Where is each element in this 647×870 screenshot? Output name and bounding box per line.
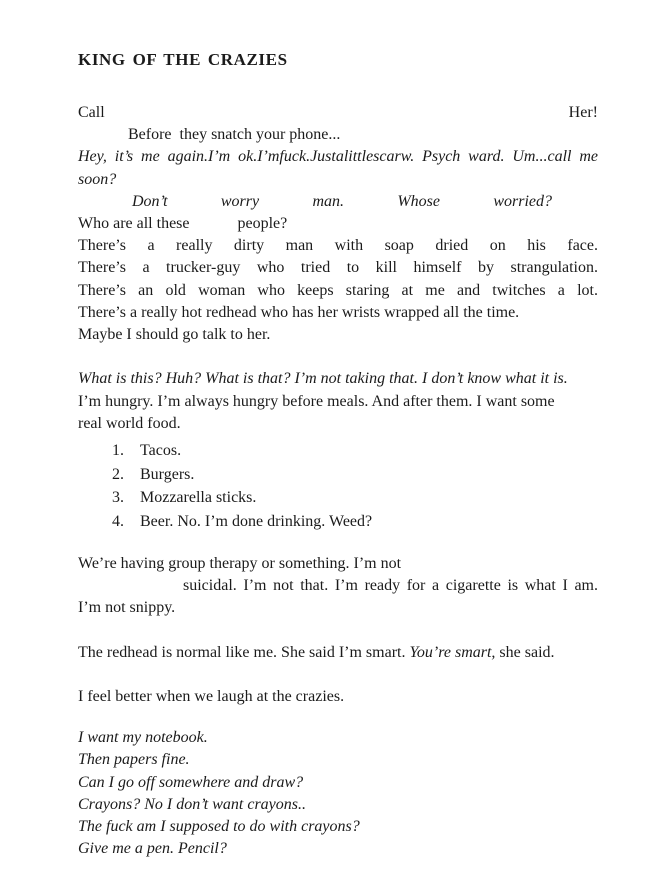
- stanza-line-notebook: I want my notebook.: [78, 729, 208, 747]
- line-old-woman: There’s an old woman who keeps staring at me and twitches a lot.: [78, 281, 598, 299]
- line-maybe-talk: Maybe I should go talk to her.: [78, 326, 271, 344]
- line-voicemail-1: Hey, it’s me again.I’m ok.I’mfuck.Justalittlescarw. Psych ward. Um...call me: [78, 148, 598, 166]
- redhead-smart-quote: You’re smart,: [409, 643, 496, 661]
- line-dirty-man: There’s a really dirty man with soap dried on his face.: [78, 237, 598, 255]
- stanza-line-crayons-2: The fuck am I supposed to do with crayons?: [78, 818, 360, 836]
- line-hot-redhead: There’s a really hot redhead who has her wrists wrapped all the time.: [78, 303, 520, 321]
- list-item-tacos: 1. Tacos.: [128, 439, 598, 463]
- line-redhead-smart: [78, 642, 598, 664]
- spacer: [78, 346, 598, 368]
- line-hungry-1: I’m hungry. I’m always hungry before meals. And after them. I want some: [78, 392, 555, 410]
- line-call-her: Call Her!: [78, 104, 598, 121]
- list-item-burgers: 2. Burgers.: [128, 463, 598, 487]
- line-feel-better: I feel better when we laugh at the crazies.: [78, 688, 345, 706]
- line-what-is-this: What is this? Huh? What is that? I’m not taking that. I don’t know what it is.: [78, 370, 568, 388]
- food-wish-list: [78, 439, 598, 534]
- spacer: [78, 664, 598, 686]
- stanza-line-papers: Then papers fine.: [78, 751, 190, 769]
- line-dont-worry: Don’t worry man. Whose worried?: [132, 192, 552, 210]
- spacer: [78, 619, 598, 641]
- redhead-smart-part1: The redhead is normal like me. She said I’m smart.: [78, 643, 410, 661]
- stanza-line-draw: Can I go off somewhere and draw?: [78, 773, 304, 791]
- list-item-mozzarella: 3. Mozzarella sticks.: [128, 486, 598, 510]
- spacer: [78, 708, 598, 727]
- stanza-line-pen: Give me a pen. Pencil?: [78, 840, 227, 858]
- line-voicemail-2: soon?: [78, 170, 117, 188]
- spacer: [78, 534, 598, 553]
- document-title: KING OF THE CRAZIES: [78, 50, 288, 69]
- stanza-line-crayons-1: Crayons? No I don’t want crayons..: [78, 795, 306, 813]
- line-snippy: I’m not snippy.: [78, 599, 176, 617]
- line-therapy-1: We’re having group therapy or something. I’m not: [78, 554, 402, 572]
- redhead-smart-part3: she said.: [495, 643, 555, 661]
- line-hungry-2: real world food.: [78, 414, 181, 432]
- line-who-are-these: Who are all these people?: [78, 215, 288, 233]
- spacer: [78, 72, 598, 102]
- line-therapy-2: suicidal. I’m not that. I’m ready for a cigarette is what I am.: [183, 577, 598, 595]
- line-trucker-guy: There’s a trucker-guy who tried to kill himself by strangulation.: [78, 259, 598, 277]
- list-item-beer: 4. Beer. No. I’m done drinking. Weed?: [128, 510, 598, 534]
- line-before-snatch: Before they snatch your phone...: [128, 126, 341, 144]
